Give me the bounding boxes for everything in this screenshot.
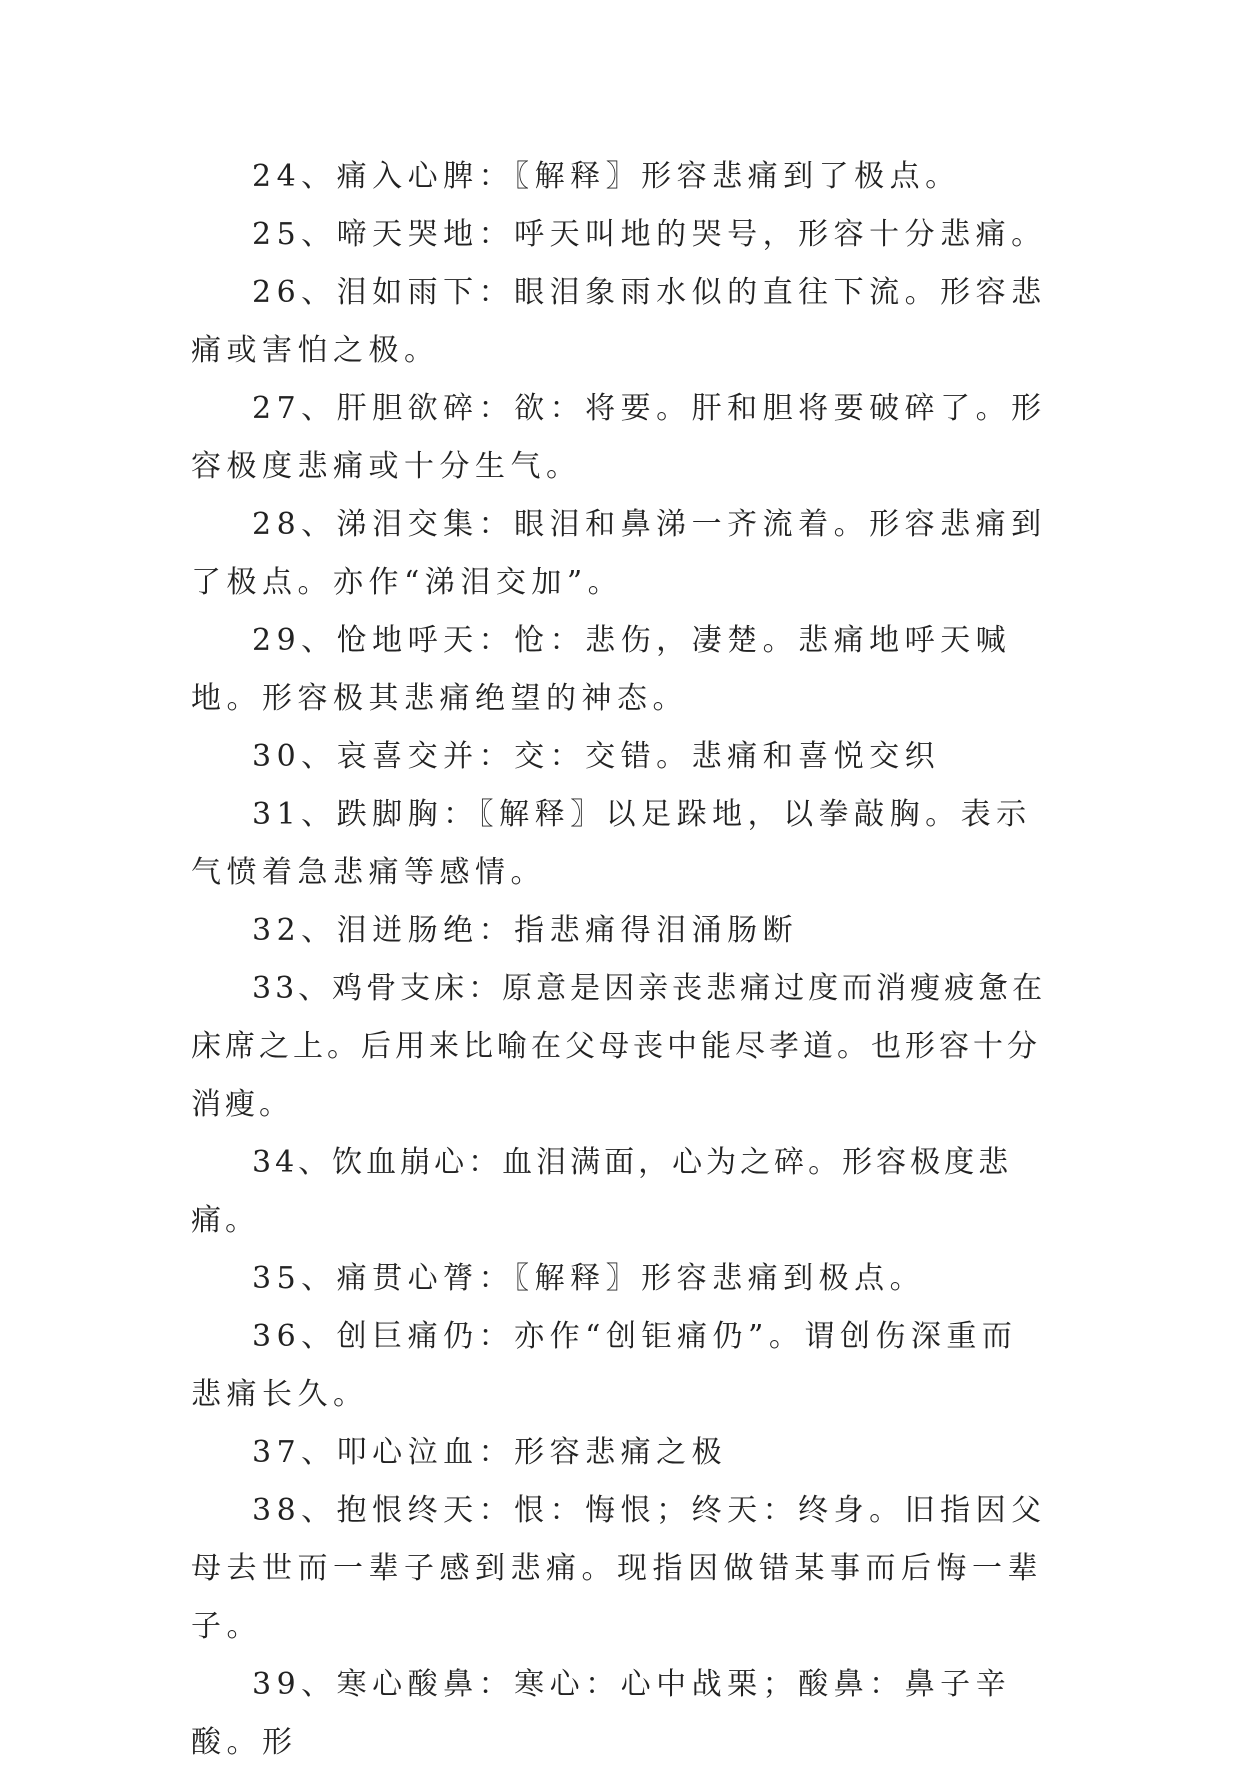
entry-31: 31、跌脚胸：〖解释〗以足跺地，以拳敲胸。表示气愤着急悲痛等感情。 [191,797,1032,890]
document-body [191,148,1051,1772]
entry-39: 39、寒心酸鼻：寒心：心中战栗；酸鼻：鼻子辛酸。形 [191,1667,1012,1760]
entry-25: 25、啼天哭地：呼天叫地的哭号，形容十分悲痛。 [252,217,1047,252]
entry-24: 24、痛入心脾：〖解释〗形容悲痛到了极点。 [252,159,961,194]
entry-35: 35、痛贯心膂：〖解释〗形容悲痛到极点。 [252,1261,926,1296]
entry-28: 28、涕泪交集：眼泪和鼻涕一齐流着。形容悲痛到了极点。亦作“涕泪交加”。 [191,507,1047,600]
entry-37: 37、叩心泣血：形容悲痛之极 [252,1435,728,1470]
entry-29: 29、怆地呼天：怆：悲伤，凄楚。悲痛地呼天喊地。形容极其悲痛绝望的神态。 [191,623,1012,716]
entry-34: 34、饮血崩心：血泪满面，心为之碎。形容极度悲痛。 [191,1145,1013,1238]
entry-38: 38、抱恨终天：恨：悔恨；终天：终身。旧指因父母去世而一辈子感到悲痛。现指因做错某事而后悔一辈子。 [191,1493,1047,1644]
entry-33: 33、鸡骨支床：原意是因亲丧悲痛过度而消瘦疲惫在床席之上。后用来比喻在父母丧中能尽孝道。也形容十分消瘦。 [191,971,1047,1122]
entry-26: 26、泪如雨下：眼泪象雨水似的直往下流。形容悲痛或害怕之极。 [191,275,1047,368]
entry-30: 30、哀喜交并：交：交错。悲痛和喜悦交织 [252,739,941,774]
entry-32: 32、泪迸肠绝：指悲痛得泪涌肠断 [252,913,799,948]
entry-27: 27、肝胆欲碎：欲：将要。肝和胆将要破碎了。形容极度悲痛或十分生气。 [191,391,1047,484]
entry-36: 36、创巨痛仍：亦作“创钜痛仍”。谓创伤深重而悲痛长久。 [191,1319,1018,1412]
